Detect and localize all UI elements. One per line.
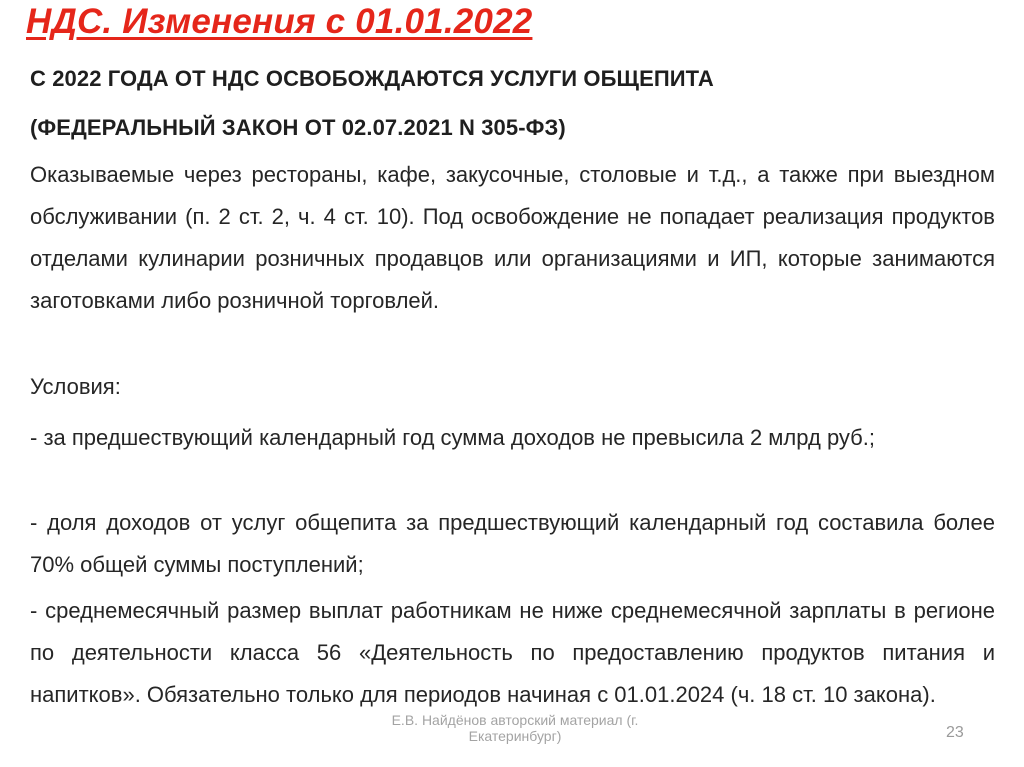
conditions-label: Условия: [30, 374, 121, 399]
slide-title: НДС. Изменения с 01.01.2022 [26, 2, 533, 41]
condition-item-income: - за предшествующий календарный год сумма доходов не превысила 2 млрд руб.; [30, 425, 876, 450]
condition-item-share: - доля доходов от услуг общепита за предшествующий календарный год составила более 70% общей суммы поступлений; [30, 510, 995, 577]
footer-author: Е.В. Найдёнов авторский материал (г. Екатеринбург) [391, 712, 639, 744]
condition-item-salary: - среднемесячный размер выплат работникам не ниже среднемесячной зарплаты в регионе по деятельности класса 56 «Деятельность по предоставлению продуктов питания и напитков». Обязательно только для периодов начиная с 01.01.2024 (ч. 18 ст. 10 закона). [30, 598, 995, 707]
main-paragraph: Оказываемые через рестораны, кафе, закусочные, столовые и т.д., а также при выездном обслуживании (п. 2 ст. 2, ч. 4 ст. 10). Под освобождение не попадает реализация продуктов отделами кулинарии розничных продавцов или организациями и ИП, которые занимаются заготовками либо розничной торговлей. [30, 162, 995, 313]
heading-federal-law: (ФЕДЕРАЛЬНЫЙ ЗАКОН ОТ 02.07.2021 N 305-ФЗ) [30, 115, 566, 140]
page-number: 23 [946, 724, 964, 741]
heading-vat-exemption: С 2022 ГОДА ОТ НДС ОСВОБОЖДАЮТСЯ УСЛУГИ ОБЩЕПИТА [30, 66, 714, 91]
